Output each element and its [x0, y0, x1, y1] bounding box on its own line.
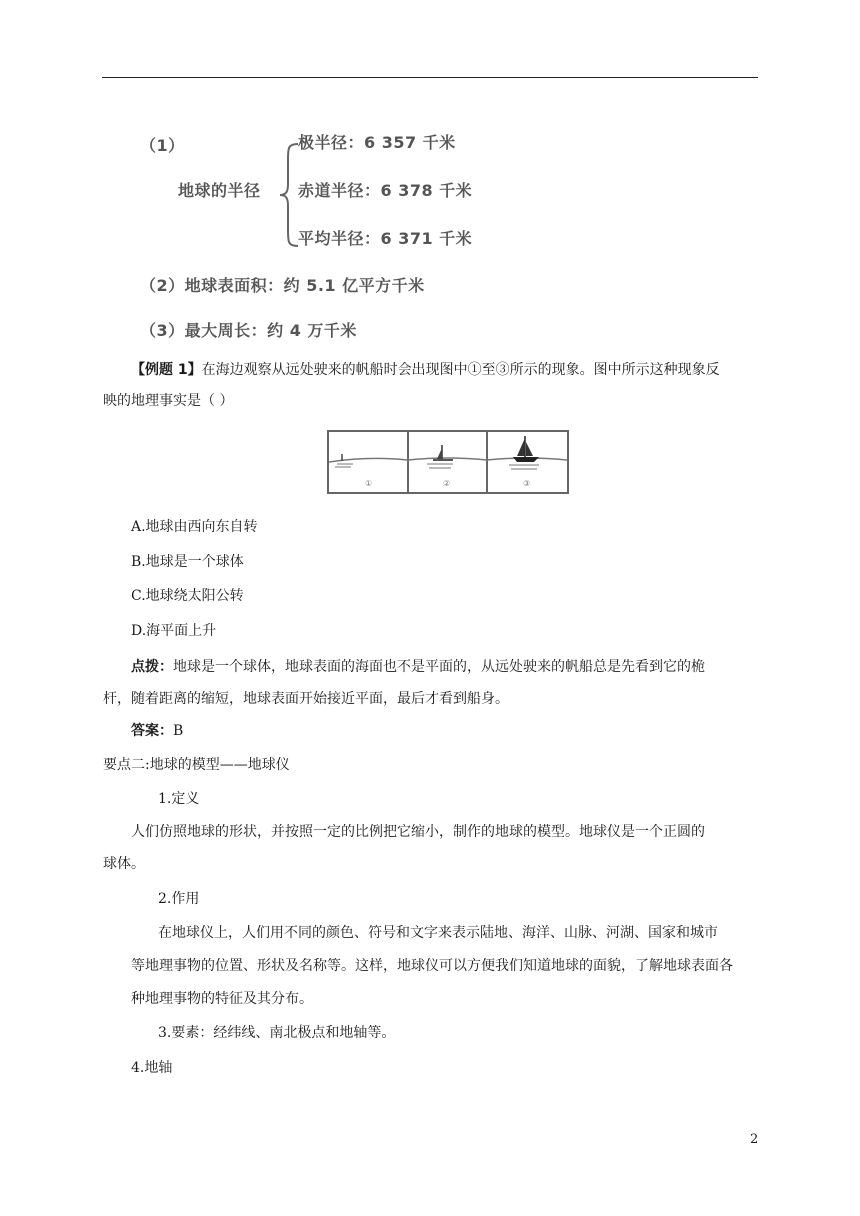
example-question-line-1: [131, 359, 720, 379]
answer-value: B: [173, 723, 184, 739]
header-rule: [102, 77, 758, 78]
radius-label: 地球的半径: [178, 181, 261, 200]
elements-line: 3.要素：经纬线、南北极点和地轴等。: [158, 1025, 396, 1041]
definition-line-2: 球体。: [103, 856, 145, 872]
axis-title: 4.地轴: [131, 1060, 173, 1076]
hint-text: 地球是一个球体，地球表面的海面也不是平面的，从远处驶来的帆船总是先看到它的桅: [173, 659, 705, 675]
example-question-line-2: 映的地理事实是（ ）: [103, 393, 234, 409]
panel-label-3: ③: [523, 479, 531, 488]
option-b: B.地球是一个球体: [131, 554, 244, 570]
option-d: D.海平面上升: [131, 623, 217, 639]
answer-line: [131, 720, 183, 740]
brace-icon: [278, 140, 300, 250]
figure-item-2: （2）地球表面积：约 5.1 亿平方千米: [140, 276, 425, 295]
boat-full-icon: [509, 436, 539, 469]
hint-line-1: [131, 656, 705, 676]
panel-label-1: ①: [365, 479, 373, 488]
panel-label-2: ②: [443, 479, 451, 488]
option-a: A.地球由西向东自转: [131, 519, 258, 535]
example-question-text: 在海边观察从远处驶来的帆船时会出现图中①至③所示的现象。图中所示这种现象反: [201, 362, 720, 378]
hint-line-2: 杆，随着距离的缩短，地球表面开始接近平面，最后才看到船身。: [103, 691, 509, 707]
mean-radius: 平均半径：6 371 千米: [298, 229, 473, 248]
section-heading: 要点二:地球的模型——地球仪: [103, 757, 290, 773]
equatorial-radius: 赤道半径：6 378 千米: [298, 181, 473, 200]
use-line-2: 等地理事物的位置、形状及名称等。这样，地球仪可以方便我们知道地球的面貌，了解地球表面各: [131, 958, 733, 974]
definition-line-1: 人们仿照地球的形状，并按照一定的比例把它缩小，制作的地球的模型。地球仪是一个正圆的: [131, 824, 705, 840]
answer-label: 答案：: [131, 723, 173, 739]
example-label: 【例题 1】: [131, 362, 202, 378]
option-c: C.地球绕太阳公转: [131, 588, 244, 604]
definition-title: 1.定义: [158, 791, 200, 807]
use-title: 2.作用: [158, 891, 200, 907]
polar-radius: 极半径：6 357 千米: [298, 133, 456, 152]
sailboat-figure: [327, 430, 569, 494]
use-line-3: 种地理事物的特征及其分布。: [131, 991, 313, 1007]
figure-item-3: （3）最大周长：约 4 万千米: [140, 321, 357, 340]
boat-sail-icon: [427, 445, 453, 468]
use-line-1: 在地球仪上，人们用不同的颜色、符号和文字来表示陆地、海洋、山脉、河湖、国家和城市: [158, 925, 718, 941]
hint-label: 点拨：: [131, 659, 173, 675]
page-number: 2: [750, 1132, 759, 1147]
figure-item-1: （1）: [140, 136, 185, 155]
